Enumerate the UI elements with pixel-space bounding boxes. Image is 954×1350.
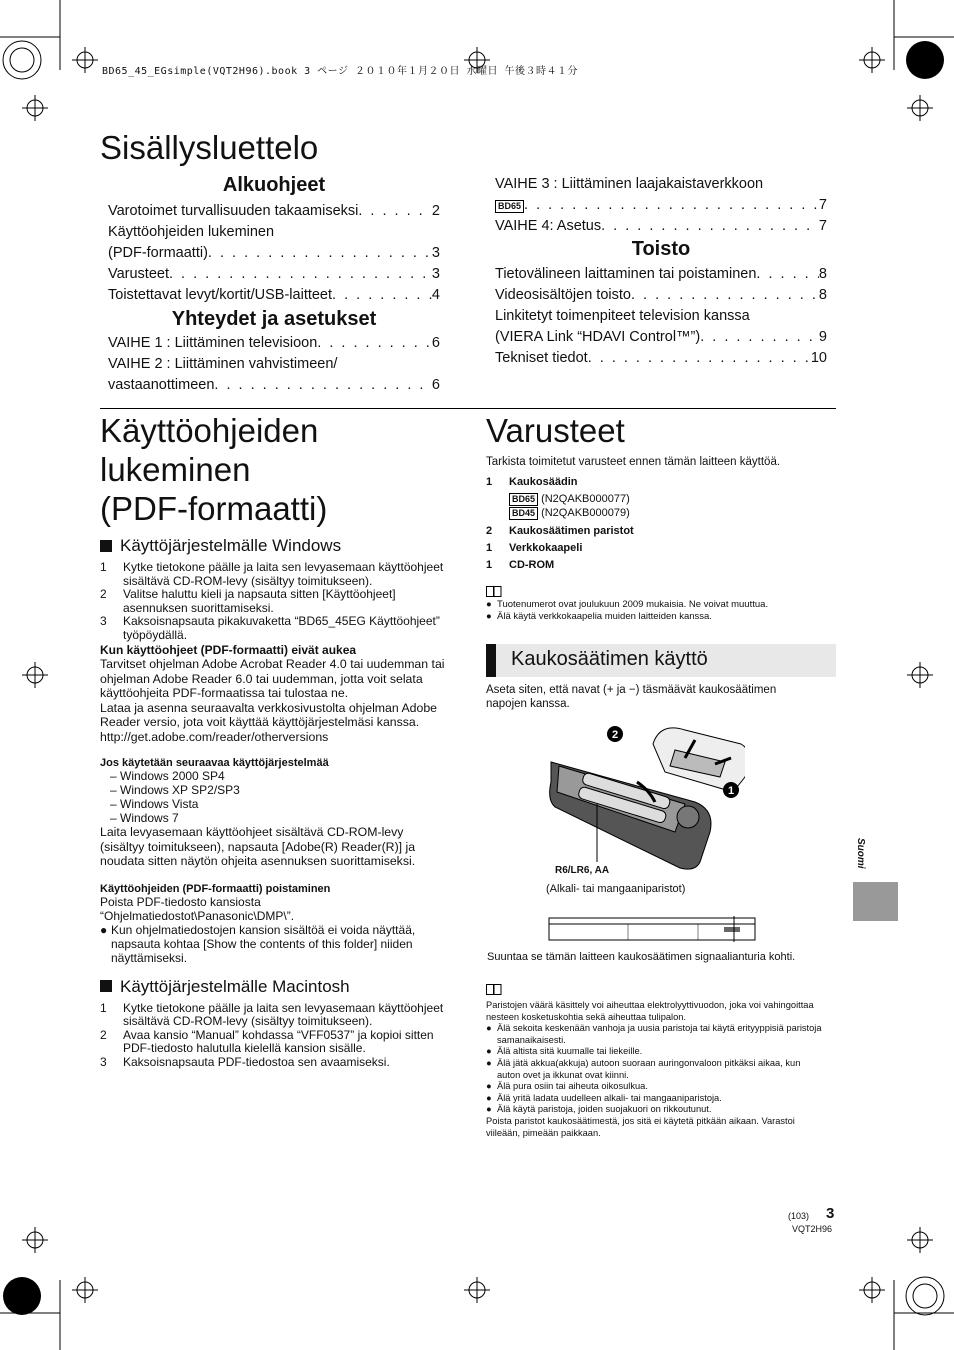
- toc-entry-label: Käyttöohjeiden lukeminen: [108, 224, 275, 240]
- bullet-icon: ●: [486, 1057, 492, 1068]
- varusteet-body: [486, 456, 836, 623]
- kaytto-title: [100, 411, 327, 528]
- toc-entry-text: [108, 285, 332, 306]
- toc-entry-text: [108, 243, 208, 264]
- step-item: [100, 1029, 450, 1056]
- battery-warnings: [486, 1000, 826, 1139]
- toc-entry[interactable]: [495, 306, 827, 327]
- toc-leader: [524, 195, 819, 216]
- kaytto-body: [100, 536, 450, 1069]
- toc-entry-text: [495, 306, 750, 327]
- bullet-text: Älä yritä ladata uudelleen alkali- tai mangaaniparistoja.: [497, 1092, 722, 1103]
- warn-intro: Paristojen väärä käsittely voi aiheuttaa elektrolyyttivuodon, joka voi vahingoittaa nesteen kosketuskohtia sekä aiheuttaa tulipalon.: [486, 1000, 814, 1022]
- step-number: 2: [100, 1027, 107, 1042]
- toc-page-number: 7: [818, 218, 827, 234]
- toc-alkuohjeet-heading: Alkuohjeet: [222, 174, 326, 196]
- divider: [100, 408, 836, 409]
- bullet-text: Älä altista sitä kuumalle tai liekeille.: [497, 1046, 643, 1057]
- not-open-heading: Kun käyttöohjeet (PDF-formaatti) eivät aukea: [100, 643, 357, 657]
- toc-entry-label: Varusteet: [108, 266, 169, 282]
- model-badge: BD65: [495, 200, 524, 213]
- bullet-icon: ●: [486, 599, 492, 610]
- step-text: Kytke tietokone päälle ja laita sen levyasemaan käyttöohjeet sisältävä CD-ROM-levy (sisältyy toimitukseen).: [123, 560, 444, 588]
- varusteet-title: Varusteet: [486, 412, 625, 449]
- toc-yhteydet-heading: Yhteydet ja asetukset: [171, 308, 377, 330]
- toc-entry-label: VAIHE 3 : Liittäminen laajakaistaverkkoon: [495, 176, 764, 192]
- windows-heading: [100, 536, 450, 556]
- toc-entry-text: [108, 201, 358, 222]
- step-number: 3: [100, 614, 107, 628]
- accessory-name: Kaukosäädin: [509, 476, 578, 488]
- book-icon: [486, 984, 502, 995]
- bullet-item: [486, 1023, 826, 1046]
- warn-outro: Poista paristot kaukosäätimestä, jos sitä ei käytetä pitkään aikaan. Varastoi viileään, pimeään paikkaan.: [486, 1115, 795, 1138]
- toc-yhteydet-list: [108, 333, 440, 396]
- kaytto-title-line: lukeminen: [100, 451, 251, 488]
- bullet-item: [486, 1093, 826, 1105]
- toc-entry-label: Varotoimet turvallisuuden takaamiseksi: [108, 203, 359, 219]
- step-number: 3: [100, 1054, 107, 1069]
- mac-heading-text: Käyttöjärjestelmälle Macintosh: [120, 976, 350, 996]
- toc-leader: [601, 216, 819, 237]
- step-text: Valitse haluttu kieli ja napsauta sitten [Käyttöohjeet] asennuksen suorittamiseksi.: [123, 587, 396, 615]
- os-item: – Windows Vista: [110, 797, 199, 811]
- bullet-icon: ●: [486, 1023, 492, 1034]
- kauko-banner: [486, 644, 836, 677]
- toc-entry-label: vastaanottimeen: [108, 377, 215, 393]
- language-tab: [853, 882, 898, 921]
- toc-entry-label: (PDF-formaatti): [108, 245, 208, 261]
- toc-leader: [214, 375, 432, 396]
- toc-entry[interactable]: [495, 348, 827, 369]
- bullet-text: Älä käytä paristoja, joiden suojakuori on rikkoutunut.: [497, 1104, 712, 1115]
- toc-page-number: 2: [431, 203, 440, 219]
- bullet-text: Älä käytä verkkokaapelia muiden laitteiden kanssa.: [497, 611, 712, 622]
- banner-accent: [486, 644, 496, 677]
- toc-entry[interactable]: [108, 222, 440, 243]
- toc-leader: [700, 327, 819, 348]
- toc-entry[interactable]: [495, 264, 827, 285]
- bullet-item: [486, 1058, 826, 1081]
- toc-right-column: [495, 174, 827, 369]
- toc-page-number: 6: [431, 377, 440, 393]
- download-text: Lataa ja asenna seuraavalta verkkosivustolta ohjelman Adobe Reader versio, jota voit käyttää käyttöjärjestelmäsi kanssa.: [100, 700, 438, 729]
- square-bullet-icon: [100, 540, 112, 552]
- toc-entry-text: [108, 264, 169, 285]
- toc-leader: [631, 285, 819, 306]
- bullet-icon: ●: [486, 1046, 492, 1057]
- bullet-text: Tuotenumerot ovat joulukuun 2009 mukaisia. Ne voivat muuttua.: [497, 599, 769, 610]
- os-item: – Windows 2000 SP4: [110, 769, 225, 783]
- toc-entry-text: [495, 216, 601, 237]
- step-text: Kaksoisnapsauta PDF-tiedostoa sen avaamiseksi.: [123, 1054, 390, 1069]
- kaytto-title-line: Käyttöohjeiden: [100, 412, 319, 449]
- step-item: [100, 561, 450, 588]
- model-code: (N2QAKB000079): [541, 507, 630, 519]
- varusteet-notes: [486, 599, 836, 623]
- toc-entry-text: [495, 174, 763, 195]
- windows-steps: [100, 561, 450, 642]
- accessory-item: [486, 558, 836, 572]
- not-open-text: Tarvitset ohjelman Adobe Acrobat Reader 4.0 tai uudemman tai ohjelman Adobe Reader 6.0 tai uudemman, jotta voit selata käyttöohjeita PDF-formaatissa tai tulostaa ne.: [100, 657, 445, 700]
- remove-bullet: [100, 923, 450, 965]
- toc-page-number: 8: [818, 287, 827, 303]
- accessory-item: [486, 541, 836, 555]
- bullet-icon: ●: [486, 1092, 492, 1103]
- toc-entry[interactable]: [495, 195, 827, 216]
- toc-page-number: 3: [431, 266, 440, 282]
- toc-entry[interactable]: [108, 201, 440, 222]
- toc-leader: [208, 243, 432, 264]
- language-tab-label: Suomi: [855, 838, 866, 869]
- battery-sub: (Alkali- tai mangaaniparistot): [546, 883, 686, 895]
- toc-page-number: 6: [431, 335, 440, 351]
- remove-bullet-text: Kun ohjelmatiedostojen kansion sisältöä ei voida näyttää, napsauta kohtaa [Show the contents of this folder] niiden näyttämiseksi.: [111, 922, 416, 965]
- toc-entry[interactable]: [108, 333, 440, 354]
- toc-entry[interactable]: [108, 264, 440, 285]
- bullet-item: [486, 1046, 826, 1058]
- toc-alkuohjeet-list: [108, 201, 440, 306]
- step-item: [100, 615, 450, 642]
- download-link[interactable]: http://get.adobe.com/reader/otherversions: [100, 729, 329, 744]
- step-number: 1: [100, 560, 107, 574]
- doc-code: VQT2H96: [792, 1224, 833, 1234]
- remote-battery-illustration: [545, 722, 745, 882]
- warn-list: [486, 1023, 826, 1116]
- step-item: [100, 588, 450, 615]
- accessory-name: Verkkokaapeli: [509, 542, 583, 554]
- toc-entry-label: Toistettavat levyt/kortit/USB-laitteet: [108, 287, 333, 303]
- os-text: Laita levyasemaan käyttöohjeet sisältävä CD-ROM-levy (sisältyy toimitukseen), napsauta [Adobe(R) Reader(R)] ja noudata sitten näytön ohjeita asennuksen suorittamiseksi.: [100, 825, 416, 868]
- toc-entry-text: [495, 264, 756, 285]
- model-badge: BD45: [509, 507, 538, 520]
- square-bullet-icon: [100, 980, 112, 992]
- accessory-qty: 1: [486, 559, 493, 571]
- toc-entry-text: [108, 222, 274, 243]
- toc-left-column: [108, 174, 440, 396]
- file-info-header: BD65_45_EGsimple(VQT2H96).book 3 ページ ２０１０年１月２０日 水曜日 午後３時４１分: [102, 66, 579, 77]
- toc-entry-label: VAIHE 4: Asetus: [495, 218, 602, 234]
- page-number: 3: [826, 1205, 835, 1222]
- toc-toisto-list: [495, 264, 827, 369]
- step-1-number: 1: [727, 785, 735, 797]
- bullet-item: [486, 599, 836, 611]
- bullet-text: Älä jätä akkua(akkuja) autoon suoraan auringonvaloon pitkäksi aikaa, kun auton ovet ja ikkunat ovat kiinni.: [497, 1057, 801, 1080]
- toc-leader: [317, 333, 432, 354]
- toc-page-number: 10: [810, 350, 827, 366]
- bullet-text: Älä sekoita keskenään vanhoja ja uusia paristoja tai käytä erityyppisiä paristoja samanaikaisesti.: [497, 1023, 822, 1045]
- os-heading: Jos käytetään seuraavaa käyttöjärjestelmää: [100, 757, 329, 769]
- bullet-icon: ●: [486, 1104, 492, 1115]
- remove-text: Poista PDF-tiedosto kansiosta “Ohjelmatiedostot\Panasonic\DMP\”.: [100, 894, 295, 923]
- toc-entry[interactable]: [108, 243, 440, 264]
- toc-toisto-heading: Toisto: [631, 238, 691, 260]
- step-item: [100, 1056, 450, 1070]
- bullet-item: [486, 1081, 826, 1093]
- toc-entry-text: [108, 333, 317, 354]
- step-number: 1: [100, 1000, 107, 1015]
- varusteet-intro: Tarkista toimitetut varusteet ennen tämän laitteen käyttöä.: [486, 456, 781, 468]
- toc-leader: [756, 264, 819, 285]
- toc-entry-label: (VIERA Link “HDAVI Control™”): [495, 329, 701, 345]
- remote-model: [486, 506, 836, 520]
- toc-entry[interactable]: [495, 216, 827, 237]
- toc-entry[interactable]: [108, 375, 440, 396]
- accessory-item: [486, 524, 836, 538]
- kauko-title: Kaukosäätimen käyttö: [511, 648, 708, 670]
- toc-entry-label: Tietovälineen laittaminen tai poistaminen: [495, 266, 757, 282]
- toc-leader: [588, 348, 811, 369]
- toc-entry-label: Videosisältöjen toisto: [495, 287, 631, 303]
- accessory-name: CD-ROM: [509, 559, 555, 571]
- toc-entry-label: Tekniset tiedot: [495, 350, 588, 366]
- book-icon: [486, 586, 502, 597]
- remove-heading: Käyttöohjeiden (PDF-formaatti) poistaminen: [100, 882, 331, 895]
- toc-page-number: 3: [431, 245, 440, 261]
- os-item: – Windows XP SP2/SP3: [110, 783, 240, 797]
- toc-entry-label: VAIHE 2 : Liittäminen vahvistimeen/: [108, 356, 338, 372]
- toc-entry-label: Linkitetyt toimenpiteet television kanssa: [495, 308, 750, 324]
- accessory-name: Kaukosäätimen paristot: [509, 525, 634, 537]
- bullet-icon: ●: [486, 1081, 492, 1092]
- toc-leader: [169, 264, 432, 285]
- kauko-intro: Aseta siten, että navat (+ ja −) täsmäävät kaukosäätimen napojen kanssa.: [486, 684, 777, 710]
- step-text: Kytke tietokone päälle ja laita sen levyasemaan käyttöohjeet sisältävä CD-ROM-levy (sisältyy toimitukseen).: [123, 1000, 444, 1028]
- bullet-icon: ●: [100, 922, 108, 937]
- toc-entry-text: [108, 354, 337, 375]
- toc-entry-text: [495, 195, 524, 216]
- toc-page-number: 7: [818, 197, 827, 213]
- step-text: Avaa kansio “Manual” kohdassa “VFF0537” ja kopioi sitten PDF-tiedosto halutulla kielellä kansion sisälle.: [123, 1027, 434, 1055]
- remote-model: [486, 492, 836, 506]
- model-code: (N2QAKB000077): [541, 493, 630, 505]
- toc-page-number: 9: [818, 329, 827, 345]
- mac-steps: [100, 1002, 450, 1070]
- step-number: 2: [100, 587, 107, 601]
- toc-entry[interactable]: [108, 285, 440, 306]
- player-illustration: [548, 914, 758, 944]
- toc-entry-text: [108, 375, 214, 396]
- toc-entry-text: [495, 285, 631, 306]
- step-item: [100, 1002, 450, 1029]
- toc-entry[interactable]: [495, 285, 827, 306]
- aim-text: Suuntaa se tämän laitteen kaukosäätimen signaalianturia kohti.: [487, 951, 796, 963]
- page-code: (103): [788, 1211, 810, 1221]
- step-2-number: 2: [611, 729, 619, 741]
- toc-leader: [332, 285, 432, 306]
- model-badge: BD65: [509, 493, 538, 506]
- kaytto-title-line: (PDF-formaatti): [100, 490, 328, 527]
- step-text: Kaksoisnapsauta pikakuvaketta “BD65_45EG Käyttöohjeet” työpöydällä.: [123, 614, 440, 642]
- toc-entry-text: [495, 348, 588, 369]
- windows-heading-text: Käyttöjärjestelmälle Windows: [120, 536, 342, 555]
- battery-label: R6/LR6, AA: [555, 865, 610, 876]
- accessory-list: [486, 475, 836, 572]
- accessory-qty: 1: [486, 542, 493, 554]
- toc-leader: [358, 201, 432, 222]
- bullet-item: [486, 1104, 826, 1116]
- toc-vaihe-list: [495, 174, 827, 237]
- toc-entry[interactable]: [108, 354, 440, 375]
- bullet-item: [486, 611, 836, 623]
- toc-entry-text: [495, 327, 700, 348]
- toc-page-number: 4: [431, 287, 440, 303]
- os-list: [100, 769, 450, 825]
- toc-page-number: 8: [818, 266, 827, 282]
- os-item: – Windows 7: [110, 811, 179, 825]
- mac-heading: [100, 977, 450, 997]
- bullet-text: Älä pura osiin tai aiheuta oikosulkua.: [497, 1081, 648, 1092]
- bullet-icon: ●: [486, 611, 492, 622]
- toc-entry[interactable]: [495, 174, 827, 195]
- toc-entry[interactable]: [495, 327, 827, 348]
- accessory-qty: 1: [486, 476, 493, 488]
- toc-entry-label: VAIHE 1 : Liittäminen televisioon: [108, 335, 318, 351]
- accessory-qty: 2: [486, 525, 493, 537]
- toc-title: Sisällysluettelo: [100, 129, 319, 166]
- accessory-item: [486, 475, 836, 489]
